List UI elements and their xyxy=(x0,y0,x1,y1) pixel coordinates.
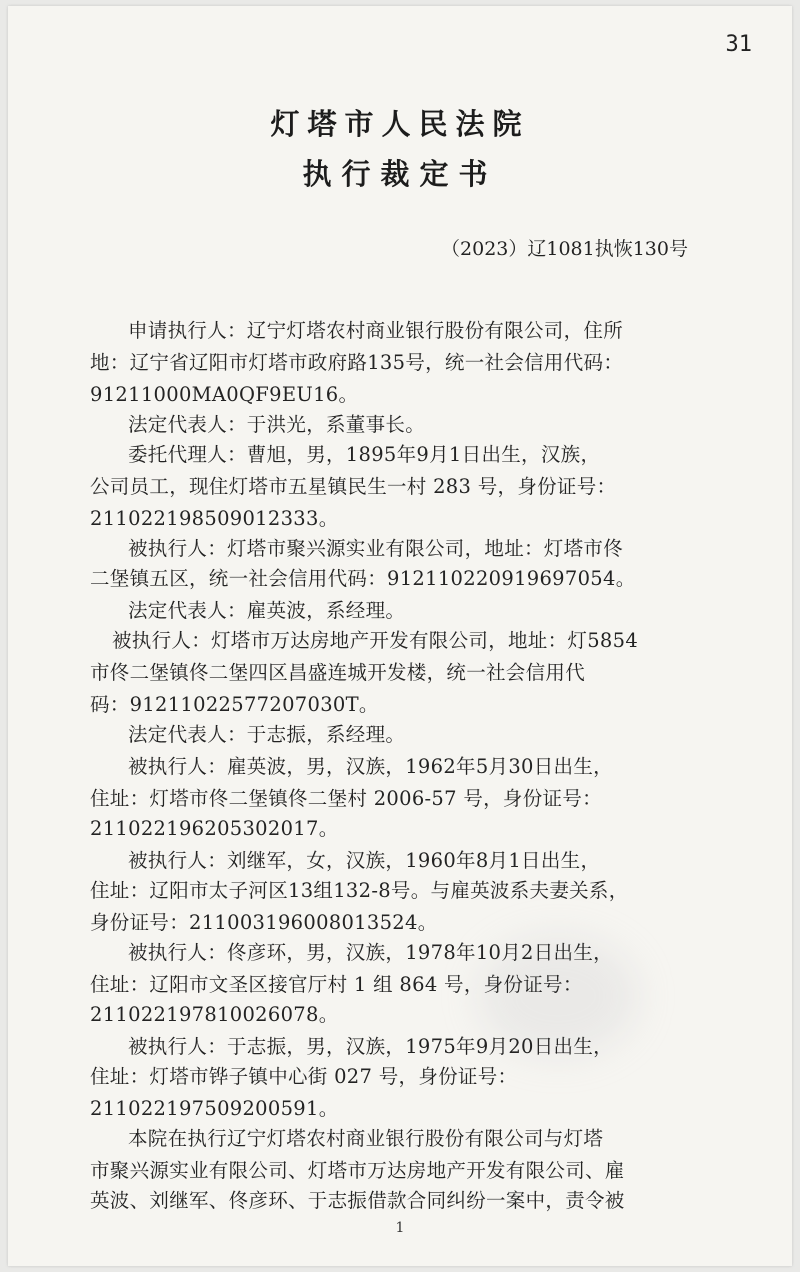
body-line: 法定代表人：于洪光，系董事长。 xyxy=(128,413,426,436)
body-line: 被执行人：佟彦环，男，汉族，1978年10月2日出生， xyxy=(128,941,613,964)
body-line: 本院在执行辽宁灯塔农村商业银行股份有限公司与灯塔 xyxy=(128,1127,604,1150)
body-line: 码：91211022577207030T。 xyxy=(90,693,379,716)
body-line: 委托代理人：曹旭，男，1895年9月1日出生，汉族， xyxy=(128,443,601,466)
body-line: 住址：灯塔市佟二堡镇佟二堡村 2006-57 号，身份证号： xyxy=(90,787,602,810)
body-line: 英波、刘继军、佟彦环、于志振借款合同纠纷一案中，责令被 xyxy=(90,1189,625,1212)
body-line: 法定代表人：雇英波，系经理。 xyxy=(128,599,406,622)
case-number: （2023）辽1081执恢130号 xyxy=(441,238,688,260)
body-line: 二堡镇五区，统一社会信用代码：912110220919697054。 xyxy=(90,567,636,590)
document-type-title: 执行裁定书 xyxy=(302,157,498,191)
body-line: 被执行人：雇英波，男，汉族，1962年5月30日出生， xyxy=(128,755,613,778)
court-name-title: 灯塔市人民法院 xyxy=(270,107,530,141)
body-line: 211022198509012333。 xyxy=(90,507,339,530)
body-line: 211022197509200591。 xyxy=(90,1097,339,1120)
body-line: 公司员工，现住灯塔市五星镇民生一村 283 号，身份证号： xyxy=(90,475,617,498)
body-line: 市聚兴源实业有限公司、灯塔市万达房地产开发有限公司、雇 xyxy=(90,1159,625,1182)
body-line: 住址：辽阳市太子河区13组132-8号。与雇英波系夫妻关系， xyxy=(90,879,629,902)
body-line: 住址：灯塔市铧子镇中心街 027 号，身份证号： xyxy=(90,1065,518,1088)
body-line: 地：辽宁省辽阳市灯塔市政府路135号，统一社会信用代码： xyxy=(90,351,624,374)
body-line: 被执行人：于志振，男，汉族，1975年9月20日出生， xyxy=(128,1035,613,1058)
page-number: 31 xyxy=(725,32,752,57)
body-line: 申请执行人：辽宁灯塔农村商业银行股份有限公司，住所 xyxy=(128,319,624,342)
body-line: 市佟二堡镇佟二堡四区昌盛连城开发楼，统一社会信用代 xyxy=(90,661,586,684)
body-line: 法定代表人：于志振，系经理。 xyxy=(128,723,406,746)
body-line: 被执行人：刘继军，女，汉族，1960年8月1日出生， xyxy=(128,849,601,872)
footer-page-number: 1 xyxy=(395,1220,405,1236)
body-line: 91211000MA0QF9EU16。 xyxy=(90,383,359,406)
body-line: 211022197810026078。 xyxy=(90,1003,339,1026)
body-line: 211022196205302017。 xyxy=(90,817,339,840)
document-page xyxy=(8,6,792,1266)
body-line: 身份证号：211003196008013524。 xyxy=(90,911,438,934)
body-line: 被执行人：灯塔市万达房地产开发有限公司，地址：灯5854 xyxy=(112,629,639,652)
body-line: 住址：辽阳市文圣区接官厅村 1 组 864 号，身份证号： xyxy=(90,973,583,996)
body-line: 被执行人：灯塔市聚兴源实业有限公司，地址：灯塔市佟 xyxy=(128,537,624,560)
